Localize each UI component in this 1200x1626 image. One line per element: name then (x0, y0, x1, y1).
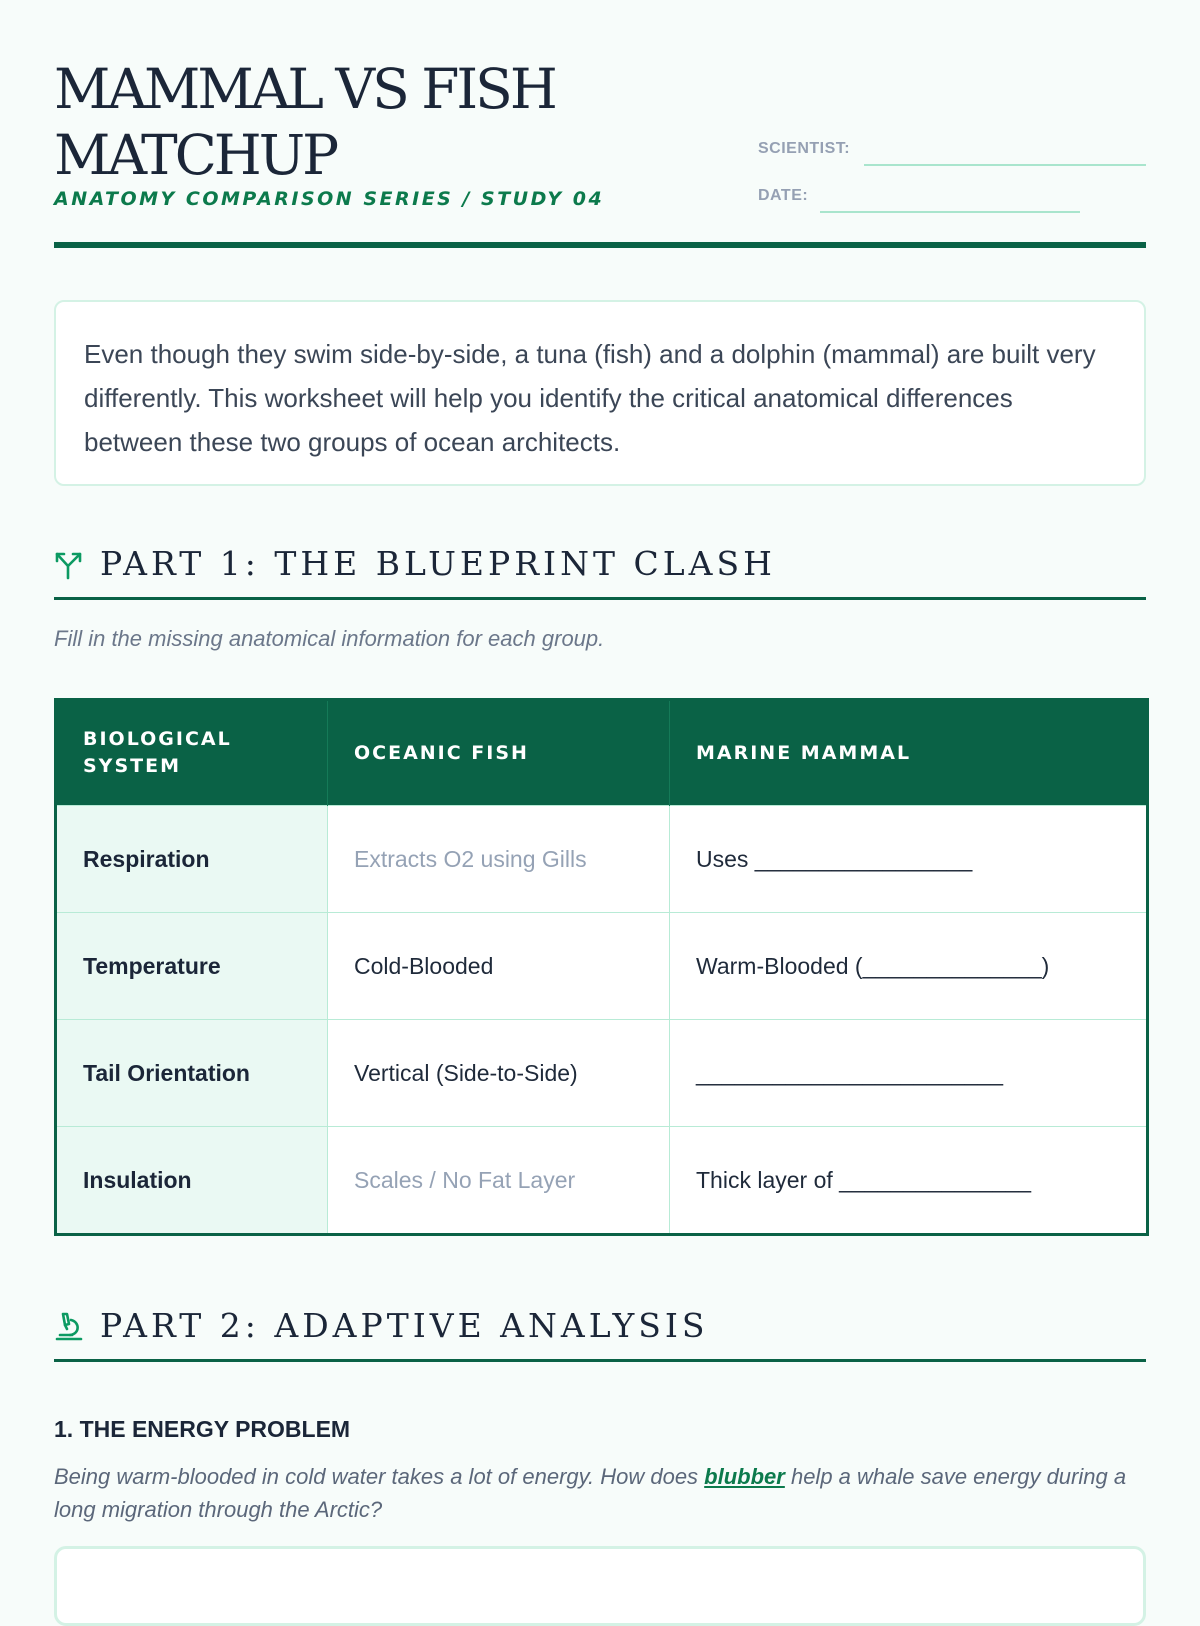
row-mammal-cell[interactable]: Uses _________________ (670, 806, 1148, 913)
branch-icon (54, 548, 84, 580)
table-row (56, 1020, 1148, 1127)
table-row (56, 1127, 1148, 1235)
table-row (56, 806, 1148, 913)
microscope-icon (54, 1310, 84, 1342)
table-row (56, 913, 1148, 1020)
part2-heading (54, 1306, 1146, 1362)
part1-heading (54, 544, 1146, 600)
intro-card: Even though they swim side-by-side, a tuna (fish) and a dolphin (mammal) are built very differently. This worksheet will help you identify the critical anatomical differences between these two groups of ocean architects. (54, 300, 1146, 486)
page-title (54, 56, 674, 188)
row-system-cell: Respiration (56, 806, 328, 913)
date-label: DATE: (758, 187, 809, 204)
row-fish-cell: Cold-Blooded (328, 913, 670, 1020)
row-system-cell: Temperature (56, 913, 328, 1020)
scientist-label: SCIENTIST: (758, 140, 851, 157)
question-1-text-before: Being warm-blooded in cold water takes a lot of energy. How does (54, 1464, 705, 1489)
row-system-cell: Insulation (56, 1127, 328, 1235)
table-header-row (56, 700, 1148, 806)
row-fish-cell: Scales / No Fat Layer (328, 1127, 670, 1235)
row-system-cell: Tail Orientation (56, 1020, 328, 1127)
question-1-title: 1. THE ENERGY PROBLEM (54, 1416, 351, 1442)
date-field[interactable] (820, 211, 1080, 213)
question-1-text-after: help a whale save energy during a long migration through the Arctic? (54, 1464, 1127, 1522)
part1-instruction: Fill in the missing anatomical information for each group. (54, 626, 605, 651)
row-fish-cell: Extracts O2 using Gills (328, 806, 670, 913)
title-line-2: MATCHUP (54, 123, 337, 187)
question-1-answer-box[interactable] (54, 1546, 1146, 1626)
column-header-mammal: MARINE MAMMAL (670, 700, 1148, 806)
row-fish-cell: Vertical (Side-to-Side) (328, 1020, 670, 1127)
worksheet-page (54, 0, 1146, 1522)
row-mammal-cell[interactable]: ________________________ (670, 1020, 1148, 1127)
page-subtitle: ANATOMY COMPARISON SERIES / STUDY 04 (54, 188, 605, 210)
row-mammal-cell[interactable]: Warm-Blooded (______________) (670, 913, 1148, 1020)
worksheet-header (54, 0, 1146, 248)
row-mammal-cell[interactable]: Thick layer of _______________ (670, 1127, 1148, 1235)
question-1-text (54, 1460, 1146, 1526)
column-header-fish: OCEANIC FISH (328, 700, 670, 806)
title-line-1: MAMMAL VS FISH (54, 57, 555, 121)
column-header-system: BIOLOGICAL SYSTEM (56, 700, 328, 806)
part1-heading-label: PART 1: THE BLUEPRINT CLASH (100, 544, 776, 583)
blubber-keyword: blubber (704, 1464, 785, 1489)
part2-heading-label: PART 2: ADAPTIVE ANALYSIS (100, 1306, 709, 1345)
blueprint-table (54, 698, 1149, 1236)
scientist-field[interactable] (864, 164, 1146, 166)
